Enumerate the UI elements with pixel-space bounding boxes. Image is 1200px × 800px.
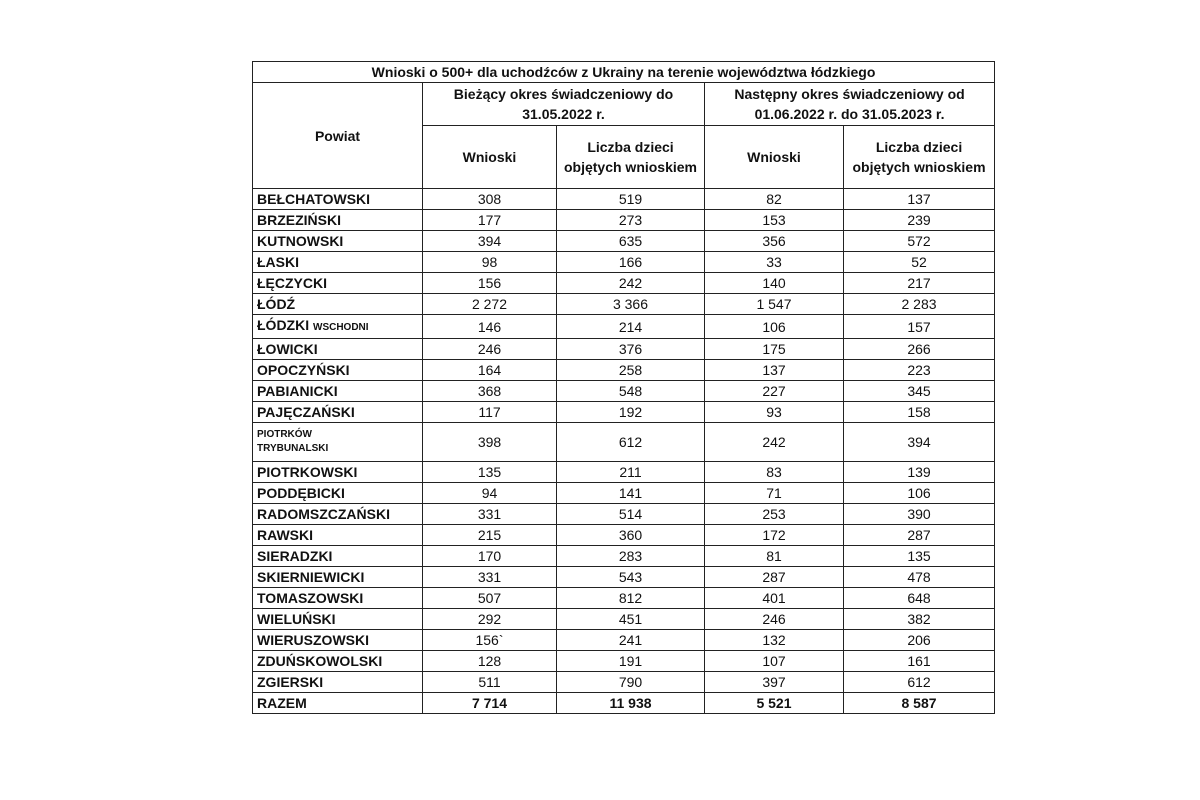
- dzieci-next: 345: [844, 381, 995, 402]
- dzieci-current: 812: [557, 588, 705, 609]
- wnioski-current: 368: [423, 381, 557, 402]
- dzieci-current: 360: [557, 525, 705, 546]
- wnioski-next: 1 547: [705, 294, 844, 315]
- dzieci-current: 258: [557, 360, 705, 381]
- wnioski-next: 132: [705, 630, 844, 651]
- total-dzieci-current: 11 938: [557, 693, 705, 714]
- dzieci-next: 217: [844, 273, 995, 294]
- header-powiat: Powiat: [253, 83, 423, 189]
- table-row: [253, 525, 995, 546]
- powiat-name: [253, 651, 423, 672]
- powiat-name: [253, 315, 423, 339]
- powiat-name-text: ŁĘCZYCKI: [257, 275, 327, 291]
- wnioski-next: 172: [705, 525, 844, 546]
- total-wnioski-current: 7 714: [423, 693, 557, 714]
- wnioski-next: 83: [705, 462, 844, 483]
- data-table: [252, 61, 995, 714]
- dzieci-current: 211: [557, 462, 705, 483]
- wnioski-current: 170: [423, 546, 557, 567]
- dzieci-next: 161: [844, 651, 995, 672]
- table-row: [253, 423, 995, 462]
- table-row: [253, 462, 995, 483]
- powiat-name-text: ZGIERSKI: [257, 674, 324, 690]
- powiat-name: [253, 483, 423, 504]
- powiat-name-text: KUTNOWSKI: [257, 233, 344, 249]
- wnioski-current: 308: [423, 189, 557, 210]
- wnioski-next: 242: [705, 423, 844, 462]
- wnioski-next: 175: [705, 339, 844, 360]
- dzieci-next: 478: [844, 567, 995, 588]
- wnioski-current: 331: [423, 504, 557, 525]
- powiat-name-text: PAJĘCZAŃSKI: [257, 404, 355, 420]
- dzieci-next: 52: [844, 252, 995, 273]
- header-period-current: Bieżący okres świadczeniowy do 31.05.2022 r.: [423, 83, 705, 126]
- dzieci-next: 139: [844, 462, 995, 483]
- powiat-name-text: WIERUSZOWSKI: [257, 632, 369, 648]
- powiat-name-text: ZDUŃSKOWOLSKI: [257, 653, 383, 669]
- total-row: [253, 693, 995, 714]
- wnioski-next: 106: [705, 315, 844, 339]
- powiat-name: [253, 294, 423, 315]
- wnioski-current: 177: [423, 210, 557, 231]
- dzieci-next: 648: [844, 588, 995, 609]
- table-row: [253, 630, 995, 651]
- powiat-name-suffix: WSCHODNI: [313, 322, 369, 333]
- table-row: [253, 609, 995, 630]
- wnioski-current: 164: [423, 360, 557, 381]
- wnioski-current: 156`: [423, 630, 557, 651]
- dzieci-current: 519: [557, 189, 705, 210]
- dzieci-current: 214: [557, 315, 705, 339]
- dzieci-next: 394: [844, 423, 995, 462]
- wnioski-next: 253: [705, 504, 844, 525]
- dzieci-current: 241: [557, 630, 705, 651]
- dzieci-current: 543: [557, 567, 705, 588]
- header-wnioski-1: Wnioski: [423, 126, 557, 189]
- dzieci-next: 572: [844, 231, 995, 252]
- powiat-name-text: BRZEZIŃSKI: [257, 212, 341, 228]
- powiat-name: [253, 252, 423, 273]
- table-row: [253, 546, 995, 567]
- powiat-name-text: PABIANICKI: [257, 383, 338, 399]
- powiat-name: [253, 525, 423, 546]
- powiat-name: [253, 360, 423, 381]
- total-label: RAZEM: [253, 693, 423, 714]
- dzieci-next: 287: [844, 525, 995, 546]
- dzieci-next: 206: [844, 630, 995, 651]
- wnioski-next: 137: [705, 360, 844, 381]
- powiat-name-text: ŁOWICKI: [257, 341, 318, 357]
- dzieci-next: 2 283: [844, 294, 995, 315]
- powiat-name-text: PIOTRKOWSKI: [257, 464, 358, 480]
- dzieci-current: 451: [557, 609, 705, 630]
- dzieci-current: 273: [557, 210, 705, 231]
- table-row: [253, 588, 995, 609]
- dzieci-current: 514: [557, 504, 705, 525]
- dzieci-current: 3 366: [557, 294, 705, 315]
- wnioski-current: 156: [423, 273, 557, 294]
- header-dzieci-2: Liczba dzieci objętych wnioskiem: [844, 126, 995, 189]
- wnioski-current: 292: [423, 609, 557, 630]
- dzieci-next: 382: [844, 609, 995, 630]
- dzieci-next: 157: [844, 315, 995, 339]
- powiat-name-text: PIOTRKÓW TRYBUNALSKI: [257, 429, 329, 454]
- wnioski-next: 153: [705, 210, 844, 231]
- table-row: [253, 651, 995, 672]
- wnioski-next: 140: [705, 273, 844, 294]
- powiat-name: [253, 609, 423, 630]
- dzieci-current: 242: [557, 273, 705, 294]
- table-row: [253, 360, 995, 381]
- table-row: [253, 273, 995, 294]
- wnioski-current: 2 272: [423, 294, 557, 315]
- header-dzieci-1: Liczba dzieci objętych wnioskiem: [557, 126, 705, 189]
- wnioski-next: 82: [705, 189, 844, 210]
- wnioski-next: 401: [705, 588, 844, 609]
- wnioski-current: 117: [423, 402, 557, 423]
- wnioski-current: 98: [423, 252, 557, 273]
- dzieci-next: 612: [844, 672, 995, 693]
- dzieci-next: 106: [844, 483, 995, 504]
- powiat-name-text: WIELUŃSKI: [257, 611, 336, 627]
- powiat-name-text: PODDĘBICKI: [257, 485, 345, 501]
- powiat-name-text: ŁÓDŹ: [257, 296, 296, 312]
- powiat-name: [253, 381, 423, 402]
- dzieci-current: 790: [557, 672, 705, 693]
- powiat-name-text: SKIERNIEWICKI: [257, 569, 365, 585]
- table-row: [253, 672, 995, 693]
- wnioski-current: 394: [423, 231, 557, 252]
- wnioski-next: 287: [705, 567, 844, 588]
- table-row: [253, 381, 995, 402]
- dzieci-current: 283: [557, 546, 705, 567]
- dzieci-current: 376: [557, 339, 705, 360]
- total-wnioski-next: 5 521: [705, 693, 844, 714]
- powiat-name-text: BEŁCHATOWSKI: [257, 191, 371, 207]
- table-title: Wnioski o 500+ dla uchodźców z Ukrainy na terenie województwa łódzkiego: [253, 62, 995, 83]
- table-row: [253, 189, 995, 210]
- powiat-name-text: SIERADZKI: [257, 548, 333, 564]
- dzieci-current: 192: [557, 402, 705, 423]
- wnioski-current: 331: [423, 567, 557, 588]
- table-row: [253, 567, 995, 588]
- dzieci-current: 635: [557, 231, 705, 252]
- powiat-name: [253, 546, 423, 567]
- header-period-next: Następny okres świadczeniowy od 01.06.2022 r. do 31.05.2023 r.: [705, 83, 995, 126]
- dzieci-current: 191: [557, 651, 705, 672]
- powiat-name: [253, 402, 423, 423]
- dzieci-next: 223: [844, 360, 995, 381]
- powiat-name: [253, 210, 423, 231]
- powiat-name: [253, 423, 423, 462]
- dzieci-current: 548: [557, 381, 705, 402]
- powiat-name-text: RADOMSZCZAŃSKI: [257, 506, 390, 522]
- powiat-name-text: ŁÓDZKI: [257, 317, 310, 333]
- dzieci-current: 166: [557, 252, 705, 273]
- wnioski-current: 507: [423, 588, 557, 609]
- powiat-name-text: OPOCZYŃSKI: [257, 362, 350, 378]
- powiat-name-text: ŁASKI: [257, 254, 299, 270]
- powiat-name-text: TOMASZOWSKI: [257, 590, 364, 606]
- dzieci-next: 135: [844, 546, 995, 567]
- powiat-name-text: RAWSKI: [257, 527, 313, 543]
- table-row: [253, 252, 995, 273]
- powiat-name: [253, 504, 423, 525]
- wnioski-current: 94: [423, 483, 557, 504]
- table-row: [253, 483, 995, 504]
- wnioski-next: 246: [705, 609, 844, 630]
- powiat-name: [253, 189, 423, 210]
- wnioski-next: 356: [705, 231, 844, 252]
- wnioski-next: 81: [705, 546, 844, 567]
- dzieci-current: 612: [557, 423, 705, 462]
- table-row: [253, 315, 995, 339]
- wnioski-next: 107: [705, 651, 844, 672]
- dzieci-next: 137: [844, 189, 995, 210]
- dzieci-next: 158: [844, 402, 995, 423]
- powiat-name: [253, 273, 423, 294]
- table-row: [253, 402, 995, 423]
- wnioski-current: 246: [423, 339, 557, 360]
- dzieci-next: 239: [844, 210, 995, 231]
- table-row: [253, 231, 995, 252]
- wnioski-current: 146: [423, 315, 557, 339]
- wnioski-current: 135: [423, 462, 557, 483]
- table-row: [253, 339, 995, 360]
- wnioski-next: 33: [705, 252, 844, 273]
- wnioski-next: 397: [705, 672, 844, 693]
- wnioski-current: 398: [423, 423, 557, 462]
- total-dzieci-next: 8 587: [844, 693, 995, 714]
- wnioski-current: 128: [423, 651, 557, 672]
- powiat-name: [253, 630, 423, 651]
- wnioski-current: 511: [423, 672, 557, 693]
- wnioski-next: 71: [705, 483, 844, 504]
- powiat-name: [253, 339, 423, 360]
- dzieci-next: 266: [844, 339, 995, 360]
- powiat-name: [253, 462, 423, 483]
- powiat-name: [253, 567, 423, 588]
- table-row: [253, 294, 995, 315]
- dzieci-current: 141: [557, 483, 705, 504]
- powiat-name: [253, 588, 423, 609]
- table-row: [253, 210, 995, 231]
- powiat-name: [253, 672, 423, 693]
- wnioski-current: 215: [423, 525, 557, 546]
- powiat-name: [253, 231, 423, 252]
- header-wnioski-2: Wnioski: [705, 126, 844, 189]
- dzieci-next: 390: [844, 504, 995, 525]
- table-row: [253, 504, 995, 525]
- wnioski-next: 93: [705, 402, 844, 423]
- wnioski-next: 227: [705, 381, 844, 402]
